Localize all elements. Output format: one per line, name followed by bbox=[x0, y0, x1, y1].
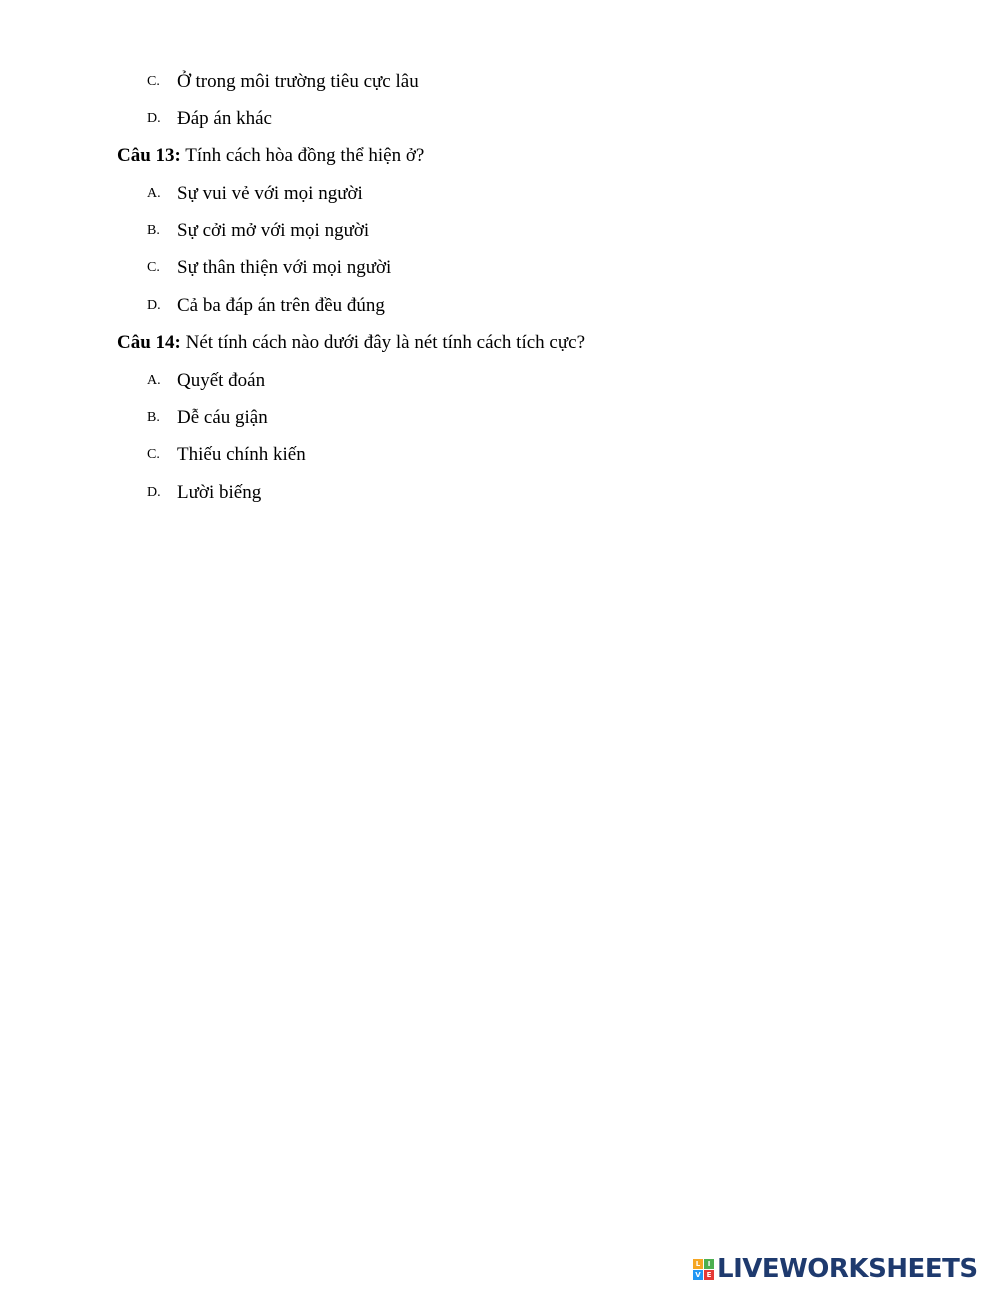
logo-mark-cell: V bbox=[693, 1270, 703, 1280]
option-letter: D. bbox=[147, 298, 161, 313]
option-letter: B. bbox=[147, 223, 160, 238]
option-text: Quyết đoán bbox=[177, 370, 266, 391]
option-text: Dễ cáu giận bbox=[177, 407, 268, 428]
logo-text: LIVEWORKSHEETS bbox=[717, 1254, 978, 1284]
question-label: Câu 14: bbox=[117, 332, 181, 353]
logo-mark-cell: E bbox=[704, 1270, 714, 1280]
question-text: Nét tính cách nào dưới đây là nét tính cách tích cực? bbox=[185, 332, 586, 353]
option-text: Sự cởi mở với mọi người bbox=[177, 220, 370, 241]
question-label: Câu 13: bbox=[117, 145, 181, 166]
option-text: Cả ba đáp án trên đều đúng bbox=[177, 295, 385, 316]
option-letter: A. bbox=[147, 186, 161, 201]
question-13 bbox=[117, 144, 424, 168]
question-text: Tính cách hòa đồng thể hiện ở? bbox=[185, 145, 425, 166]
question-14 bbox=[117, 331, 585, 355]
liveworksheets-logo bbox=[693, 1254, 978, 1284]
option-letter: A. bbox=[147, 373, 161, 388]
option-text: Thiếu chính kiến bbox=[177, 444, 306, 465]
option-letter: C. bbox=[147, 447, 160, 462]
option-text: Lười biếng bbox=[177, 482, 262, 503]
option-text: Đáp án khác bbox=[177, 108, 272, 129]
logo-mark-icon bbox=[693, 1259, 714, 1280]
logo-mark-cell: I bbox=[704, 1259, 714, 1269]
option-letter: D. bbox=[147, 111, 161, 126]
option-text: Sự vui vẻ với mọi người bbox=[177, 183, 363, 204]
logo-mark-cell: L bbox=[693, 1259, 703, 1269]
option-letter: B. bbox=[147, 410, 160, 425]
option-letter: C. bbox=[147, 260, 160, 275]
option-letter: C. bbox=[147, 74, 160, 89]
option-text: Ở trong môi trường tiêu cực lâu bbox=[177, 71, 419, 92]
option-letter: D. bbox=[147, 485, 161, 500]
option-text: Sự thân thiện với mọi người bbox=[177, 257, 392, 278]
